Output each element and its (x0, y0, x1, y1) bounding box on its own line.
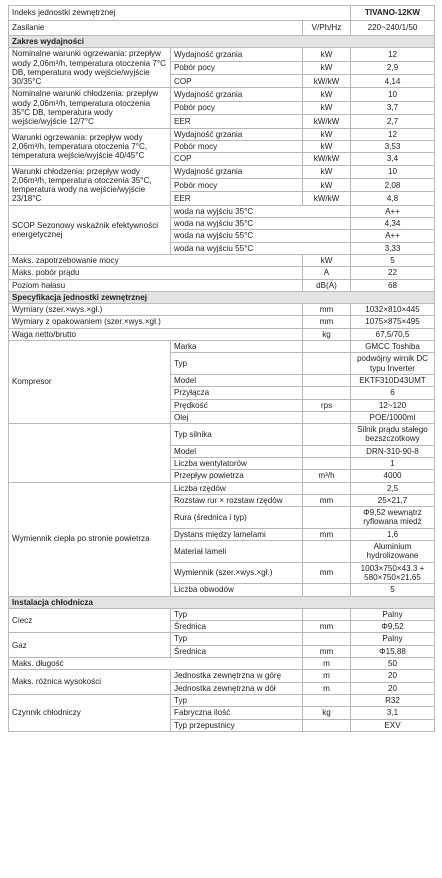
param-name: woda na wyjściu 35°C (171, 218, 351, 230)
param-value: 22 (351, 267, 435, 279)
param-unit: mm (303, 316, 351, 328)
param-value: R32 (351, 694, 435, 706)
param-name: Jednostka zewnętrzna w dół (171, 682, 303, 694)
param-unit (303, 374, 351, 386)
param-value: 12 (351, 128, 435, 140)
param-name: Typ (171, 353, 303, 375)
param-unit (303, 457, 351, 469)
param-name: Pobór mocy (171, 140, 303, 152)
param-name: woda na wyjściu 35°C (171, 205, 351, 217)
param-value: 3,53 (351, 140, 435, 152)
param-name: Materiał lameli (171, 541, 303, 563)
param-name: EER (171, 192, 303, 205)
section-outdoor-spec: Specyfikacja jednostki zewnętrznej (9, 291, 435, 303)
param-unit: kW/kW (303, 153, 351, 165)
table-row (9, 279, 435, 291)
model-row (9, 6, 435, 21)
param-value: 1003×750×43.3 + 580×750×21.65 (351, 562, 435, 584)
param-value: 4,34 (351, 218, 435, 230)
param-name: Wymiary (szer.×wys.×gł.) (9, 304, 303, 316)
table-row (9, 88, 435, 101)
param-value: 4,14 (351, 75, 435, 88)
param-unit: kW (303, 140, 351, 152)
param-value: 10 (351, 165, 435, 178)
param-name: Średnica (171, 621, 303, 633)
param-value: GMCC Toshiba (351, 341, 435, 353)
condition-label: Warunki chłodzenia: przepływ wody 2,06m³/h, temperatura otoczenia 35°C, temperatura wody na wejście/wyjście 23/18°C (9, 165, 171, 205)
param-name: Prędkość (171, 399, 303, 411)
param-name: Jednostka zewnętrzna w górę (171, 670, 303, 682)
param-value: 4000 (351, 470, 435, 482)
param-name: Wymiennik (szer.×wys.×gł.) (171, 562, 303, 584)
param-unit: kW/kW (303, 115, 351, 128)
param-value: 1 (351, 457, 435, 469)
param-value: 68 (351, 279, 435, 291)
param-value: podwójny wirnik DC typu Inverter (351, 353, 435, 375)
param-name: Maks. zapotrzebowanie mocy (9, 254, 303, 266)
param-value: DRN-310-90-8 (351, 445, 435, 457)
table-row (9, 633, 435, 645)
table-row (9, 608, 435, 620)
param-name: Dystans między lamelami (171, 528, 303, 540)
param-unit: mm (303, 562, 351, 584)
param-name: Przepływ powietrza (171, 470, 303, 482)
param-unit (303, 633, 351, 645)
table-row (9, 165, 435, 178)
exchanger-label: Wymiennik ciepła po stronie powietrza (9, 482, 171, 596)
param-unit: kW (303, 165, 351, 178)
param-unit: kW (303, 128, 351, 140)
param-name: Liczba rzędów (171, 482, 303, 494)
section-header (9, 36, 435, 48)
param-unit (303, 719, 351, 731)
param-unit: mm (303, 494, 351, 506)
param-value: 3,4 (351, 153, 435, 165)
param-value: Palny (351, 633, 435, 645)
param-value: 50 (351, 658, 435, 670)
fan-label (9, 424, 171, 482)
param-value: 10 (351, 88, 435, 101)
param-name: Typ (171, 633, 303, 645)
param-unit: kW/kW (303, 75, 351, 88)
table-row (9, 48, 435, 61)
param-name: Liczba obwodów (171, 584, 303, 596)
table-row (9, 341, 435, 353)
table-row (9, 254, 435, 266)
table-row (9, 694, 435, 706)
compressor-label: Kompresor (9, 341, 171, 424)
section-refrigerant-install: Instalacja chłodnicza (9, 596, 435, 608)
param-value: 12~120 (351, 399, 435, 411)
table-row (9, 658, 435, 670)
table-row (9, 128, 435, 140)
param-unit: rps (303, 399, 351, 411)
param-value: 67,5/70,5 (351, 328, 435, 340)
param-value: Φ15,88 (351, 645, 435, 657)
param-value: Φ9,52 wewnątrz ryflowana miedź (351, 507, 435, 529)
param-unit: m (303, 670, 351, 682)
param-name: EER (171, 115, 303, 128)
param-unit (303, 482, 351, 494)
param-value: 2,9 (351, 61, 435, 74)
param-value: 2,08 (351, 178, 435, 191)
param-name: Wydajność grzania (171, 88, 303, 101)
param-unit (303, 541, 351, 563)
param-name: Marka (171, 341, 303, 353)
param-unit (303, 694, 351, 706)
param-name: Wydajność grzania (171, 48, 303, 61)
param-value: 6 (351, 387, 435, 399)
param-unit (303, 411, 351, 423)
table-row (9, 670, 435, 682)
param-value: 25×21,7 (351, 494, 435, 506)
param-unit: kW (303, 61, 351, 74)
power-supply-label: Zasilanie (9, 21, 303, 36)
model-name: TIVANO-12KW (351, 6, 435, 21)
param-name: Pobór pocy (171, 61, 303, 74)
param-unit: mm (303, 304, 351, 316)
param-name: Wymiary z opakowaniem (szer.×wys.×gł.) (9, 316, 303, 328)
param-unit: A (303, 267, 351, 279)
param-name: Typ (171, 608, 303, 620)
param-unit: m (303, 682, 351, 694)
param-value: Palny (351, 608, 435, 620)
param-name: COP (171, 75, 303, 88)
param-name: COP (171, 153, 303, 165)
power-supply-row (9, 21, 435, 36)
param-value: 1032×810×445 (351, 304, 435, 316)
param-unit: kW (303, 254, 351, 266)
param-unit: mm (303, 528, 351, 540)
scop-label: SCOP Sezonowy wskaźnik efektywności energetycznej (9, 205, 171, 254)
param-unit (303, 341, 351, 353)
param-name: Maks. długość (9, 658, 303, 670)
condition-label: Warunki ogrzewania: przepływ wody 2,06m³/h, temperatura otoczenia 7°C, temperatura wejście/wyjście 40/45°C (9, 128, 171, 165)
table-row (9, 328, 435, 340)
param-name: Olej (171, 411, 303, 423)
param-value: 20 (351, 670, 435, 682)
param-name: Maks. pobór prądu (9, 267, 303, 279)
param-name: Waga netto/brutto (9, 328, 303, 340)
table-row (9, 482, 435, 494)
param-unit: kg (303, 328, 351, 340)
param-unit (303, 387, 351, 399)
param-value: EKTF310D43UMT (351, 374, 435, 386)
param-value: A++ (351, 205, 435, 217)
param-value: Aluminium hydrolizowane (351, 541, 435, 563)
param-name: woda na wyjściu 55°C (171, 242, 351, 254)
section-header (9, 291, 435, 303)
param-name: Fabryczna ilość (171, 707, 303, 719)
param-value: Silnik prądu stałego bezszczotkowy (351, 424, 435, 446)
param-unit: dB(A) (303, 279, 351, 291)
param-unit (303, 445, 351, 457)
table-row (9, 316, 435, 328)
param-name: Rozstaw rur × rozstaw rzędów (171, 494, 303, 506)
liquid-label: Ciecz (9, 608, 171, 633)
param-unit: kW (303, 101, 351, 114)
param-name: woda na wyjściu 55°C (171, 230, 351, 242)
condition-label: Nominalne warunki chłodzenia: przepływ wody 2,06m³/h, temperatura otoczenia 35°C DB, temperatura wody wejście/wyjście 12/7°C (9, 88, 171, 128)
param-unit (303, 608, 351, 620)
param-unit (303, 353, 351, 375)
param-value: 12 (351, 48, 435, 61)
param-name: Typ (171, 694, 303, 706)
param-name: Przyłącza (171, 387, 303, 399)
param-unit (303, 507, 351, 529)
param-unit: kW (303, 88, 351, 101)
gas-label: Gaz (9, 633, 171, 658)
param-unit: m (303, 658, 351, 670)
section-capacity: Zakres wydajności (9, 36, 435, 48)
param-value: A++ (351, 230, 435, 242)
param-value: 3,7 (351, 101, 435, 114)
param-value: 3,1 (351, 707, 435, 719)
refrigerant-label: Czynnik chłodniczy (9, 694, 171, 731)
table-row (9, 304, 435, 316)
model-index-label: Indeks jednostki zewnętrznej (9, 6, 351, 21)
param-value: 5 (351, 584, 435, 596)
param-name: Typ przepustnicy (171, 719, 303, 731)
param-name: Pobór mocy (171, 178, 303, 191)
power-supply-value: 220~240/1/50 (351, 21, 435, 36)
param-name: Liczba wentylatorów (171, 457, 303, 469)
param-unit: mm (303, 621, 351, 633)
param-unit: mm (303, 645, 351, 657)
condition-label: Nominalne warunki ogrzewania: przepływ wody 2,06m³/h, temperatura otoczenia 7°C DB, temperatura wody wejście/wyjście 30/35°C (9, 48, 171, 88)
param-value: 4,8 (351, 192, 435, 205)
section-header (9, 596, 435, 608)
param-unit: kW (303, 178, 351, 191)
param-value: POE/1000ml (351, 411, 435, 423)
param-value: 3,33 (351, 242, 435, 254)
param-name: Poziom hałasu (9, 279, 303, 291)
param-name: Pobór pocy (171, 101, 303, 114)
param-value: 20 (351, 682, 435, 694)
param-name: Wydajność grzania (171, 128, 303, 140)
param-value: EXV (351, 719, 435, 731)
table-row (9, 205, 435, 217)
param-value: 1075×875×495 (351, 316, 435, 328)
param-unit: kW (303, 48, 351, 61)
param-value: Φ9,52 (351, 621, 435, 633)
height-diff-label: Maks. różnica wysokości (9, 670, 171, 695)
param-unit (303, 584, 351, 596)
param-name: Model (171, 445, 303, 457)
power-supply-unit: V/Ph/Hz (303, 21, 351, 36)
param-name: Typ silnika (171, 424, 303, 446)
param-value: 2,7 (351, 115, 435, 128)
param-unit (303, 424, 351, 446)
param-name: Model (171, 374, 303, 386)
table-row (9, 424, 435, 446)
param-name: Średnica (171, 645, 303, 657)
param-unit: kg (303, 707, 351, 719)
param-value: 5 (351, 254, 435, 266)
param-name: Wydajność grzania (171, 165, 303, 178)
param-unit: m³/h (303, 470, 351, 482)
param-value: 1,6 (351, 528, 435, 540)
param-unit: kW/kW (303, 192, 351, 205)
spec-sheet (8, 5, 434, 732)
table-row (9, 267, 435, 279)
param-name: Rura (średnica i typ) (171, 507, 303, 529)
spec-table (8, 5, 435, 732)
param-value: 2,5 (351, 482, 435, 494)
